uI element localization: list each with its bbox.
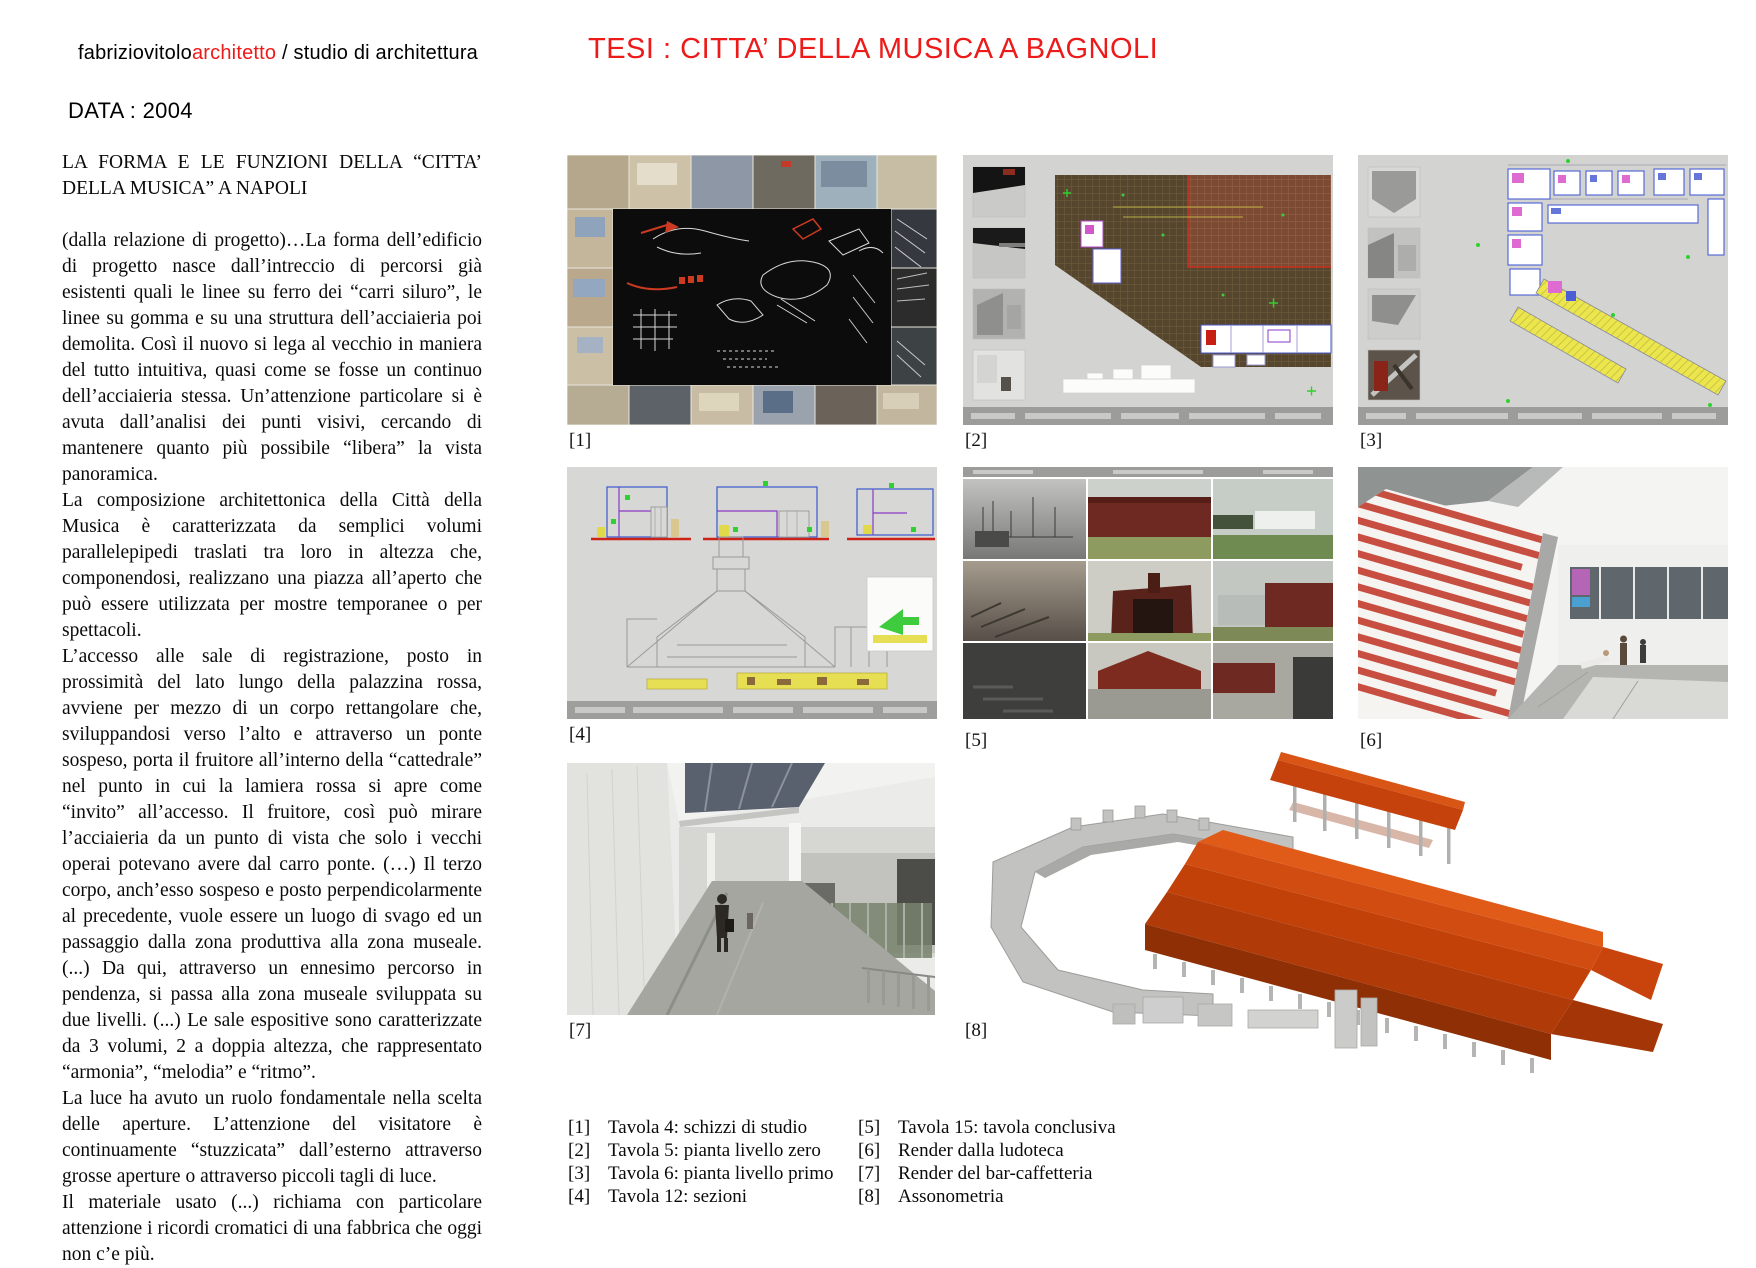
caption-row [568,1139,834,1162]
figure-8-assonometria [963,742,1733,1110]
page-title: TESI : CITTA’ DELLA MUSICA A BAGNOLI [588,33,1159,65]
caption-tag: [3] [568,1163,591,1184]
figure-2-graphic [963,155,1333,425]
caption-text: Assonometria [898,1186,1004,1207]
project-description [62,150,482,1268]
caption-text: Tavola 6: pianta livello primo [608,1163,834,1184]
brand-suffix: / studio di architettura [276,42,479,64]
caption-tag: [8] [858,1186,881,1207]
figure-3-graphic [1358,155,1728,425]
caption-text: Tavola 12: sezioni [608,1186,748,1207]
figure-2-label: [2] [965,430,988,451]
brand-role: architetto [191,42,277,64]
caption-row [568,1116,834,1139]
caption-row [858,1185,1116,1208]
article-heading: LA FORMA E LE FUNZIONI DELLA “CITTA’ DELLA MUSICA” A NAPOLI [62,152,482,199]
caption-list-right [858,1116,1116,1208]
figure-1-graphic [567,155,937,425]
figure-6-label: [6] [1360,730,1383,751]
figure-7-graphic [567,763,935,1015]
figure-6-render-ludoteca [1358,467,1728,719]
caption-list-left [568,1116,834,1208]
caption-row [568,1185,834,1208]
article-paragraph: (dalla relazione di progetto)…La forma dell’edificio di progetto nasce dall’intreccio di percorsi già esistenti quali le linee su ferro dei “carri siluro”, le linee su gomma e su una struttura dell’acciaieria poi demolita. Così il nuovo si lega al vecchio in maniera del tutto intuitiva, quasi come se fosse un continuo dell’acciaieria stessa. Un’attenzione particolare si è avuta dall’analisi dei punti visivi, cercando di mantenere quanto più possibile “libera” la vista panoramica. [62,230,482,485]
figure-7-render-bar-caffetteria [567,763,935,1015]
caption-text: Tavola 4: schizzi di studio [608,1117,808,1138]
figure-4-label: [4] [569,724,592,745]
caption-row [858,1116,1116,1139]
caption-tag: [1] [568,1117,591,1138]
caption-text: Render del bar-caffetteria [898,1163,1093,1184]
figure-5-graphic [963,467,1333,719]
project-date: DATA : 2004 [68,98,193,123]
figure-4-graphic [567,467,937,719]
caption-tag: [2] [568,1140,591,1161]
article-paragraph: L’accesso alle sale di registrazione, posto in prossimità del lato lungo della palazzina rossa, avviene per mezzo di un corpo rettangolare che, sviluppandosi verso l’alto e attraverso un ponte sospeso, porta il fruitore all’interno della “cattedrale” nel punto in cui la lamiera rossa si apre come “invito” all’accesso. Il fruitore, così può mirare l’acciaieria da un punto di vista che solo i vecchi operai potevano avere dal carro ponte. (…) Il terzo corpo, anch’esso sospeso e posto perpendicolarmente al precedente, vuole essere un luogo di svago ed un passaggio dalla zona produttiva alla zona museale. (...) Da qui, attraverso un ennesimo percorso in pendenza, si passa alla zona museale sviluppata su due livelli. (...) Le sale espositive sono caratterizzate da 3 volumi, 2 a doppia altezza, che rappresentato “armonia”, “melodia” e “ritmo”. [62,646,482,1083]
caption-tag: [7] [858,1163,881,1184]
brand-name: fabriziovitolo [78,42,192,64]
figure-7-label: [7] [569,1020,592,1041]
caption-row [858,1162,1116,1185]
caption-text: Tavola 15: tavola conclusiva [898,1117,1116,1138]
figure-6-graphic [1358,467,1728,719]
caption-tag: [5] [858,1117,881,1138]
figure-5-label: [5] [965,730,988,751]
figure-1-label: [1] [569,430,592,451]
figure-4-sezioni [567,467,937,719]
figure-3-label: [3] [1360,430,1383,451]
caption-row [858,1139,1116,1162]
article-paragraph: La composizione architettonica della Città della Musica è caratterizzata da semplici volumi parallelepipedi traslati tra loro in altezza che, componendosi, realizzano una piazza all’aperto che può essere utilizzata per mostre temporanee o per spettacoli. [62,490,482,641]
article-paragraph: La luce ha avuto un ruolo fondamentale nella scelta delle aperture. L’attenzione del visitatore è continuamente “stuzzicata” dall’esterno attraverso grosse aperture o attraverso piccoli tagli di luce. [62,1088,482,1187]
caption-text: Tavola 5: pianta livello zero [608,1140,821,1161]
caption-tag: [6] [858,1140,881,1161]
figure-8-graphic [963,742,1733,1110]
studio-brand [78,42,478,65]
figure-8-label: [8] [965,1020,988,1041]
caption-tag: [4] [568,1186,591,1207]
figure-5-tavola-conclusiva [963,467,1333,719]
caption-row [568,1162,834,1185]
article-paragraph: Il materiale usato (...) richiama con particolare attenzione i ricordi cromatici di una fabbrica che oggi non c’e più. [62,1192,482,1265]
figure-1-schizzi-collage [567,155,937,425]
figure-2-pianta-livello-zero [963,155,1333,425]
caption-text: Render dalla ludoteca [898,1140,1064,1161]
figure-3-pianta-livello-primo [1358,155,1728,425]
